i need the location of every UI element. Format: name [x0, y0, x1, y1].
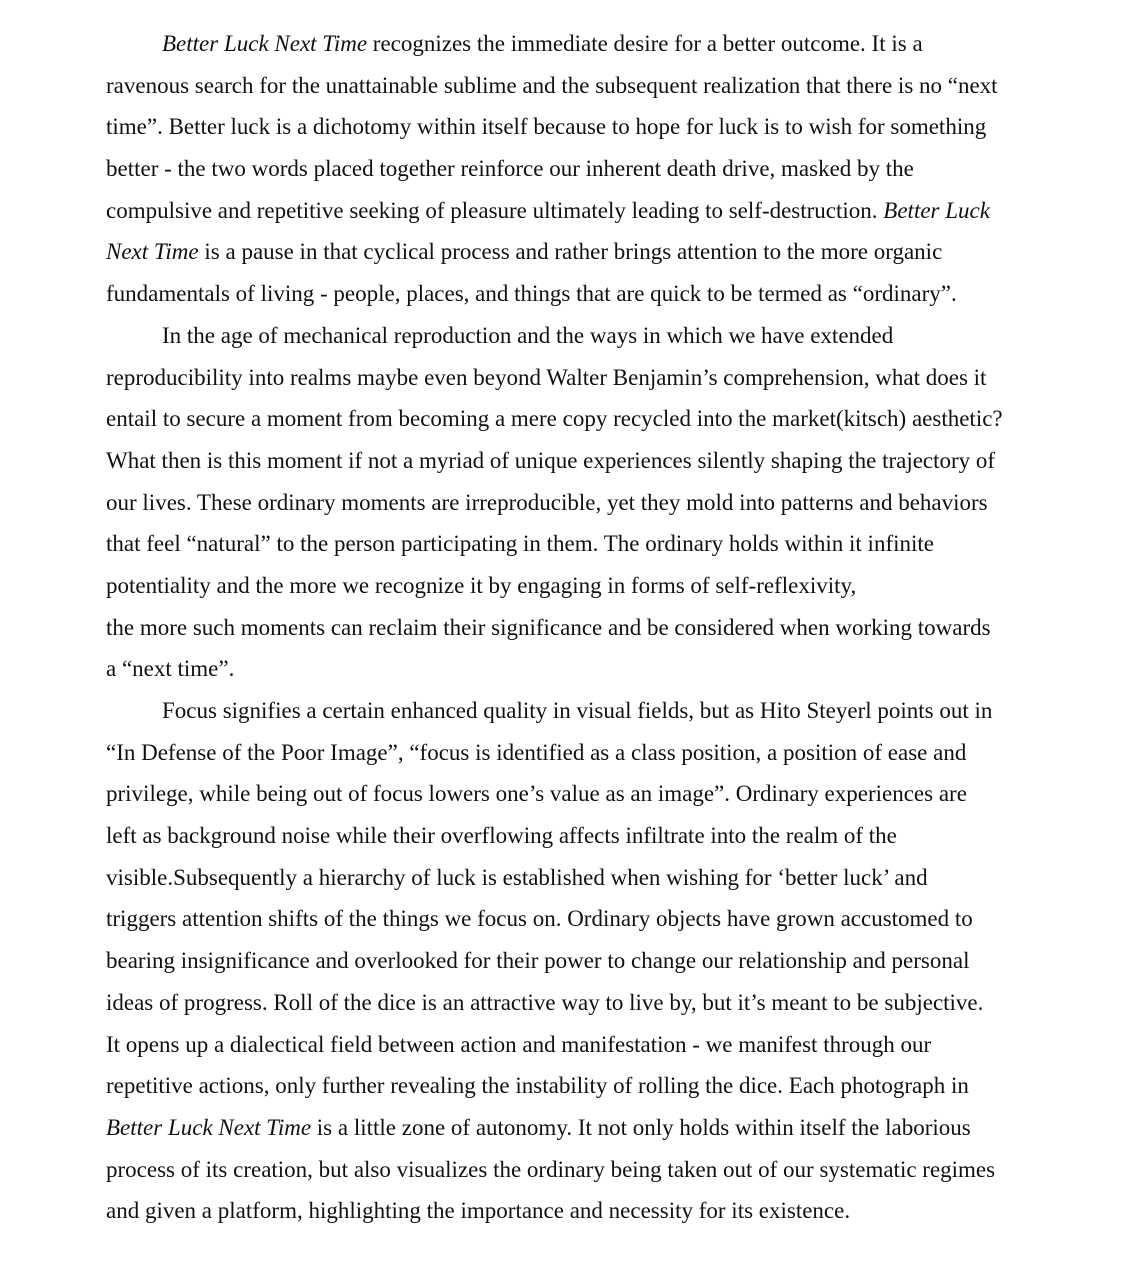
- text-line: What then is this moment if not a myriad of unique experiences silently shaping the trajectory of: [106, 447, 996, 473]
- italic-title: Next Time: [106, 239, 199, 265]
- text-line: triggers attention shifts of the things we focus on. Ordinary objects have grown accustomed to: [106, 906, 973, 932]
- text-line: potentiality and the more we recognize it by engaging in forms of self-reflexivity,: [106, 572, 857, 598]
- document-body: [106, 23, 1051, 1232]
- text-line: Better Luck Next Time recognizes the immediate desire for a better outcome. It is a: [162, 31, 923, 56]
- text-line: left as background noise while their overflowing affects infiltrate into the realm of the: [106, 823, 897, 849]
- text-line: Better Luck Next Time is a little zone of autonomy. It not only holds within itself the laborious: [106, 1114, 971, 1140]
- paragraph-1: [106, 23, 1051, 315]
- text-line: time”. Better luck is a dichotomy within itself because to hope for luck is to wish for something: [106, 114, 987, 140]
- text-line: our lives. These ordinary moments are irreproducible, yet they mold into patterns and behaviors: [106, 489, 988, 515]
- italic-title: Better Luck Next Time: [162, 31, 368, 56]
- text-line: reproducibility into realms maybe even beyond Walter Benjamin’s comprehension, what does it: [106, 364, 987, 390]
- text-line: and given a platform, highlighting the importance and necessity for its existence.: [106, 1198, 851, 1224]
- text-line: It opens up a dialectical field between action and manifestation - we manifest through our: [106, 1031, 932, 1057]
- text-line: better - the two words placed together reinforce our inherent death drive, masked by the: [106, 156, 914, 182]
- text-line: In the age of mechanical reproduction and the ways in which we have extended: [162, 322, 894, 348]
- italic-title: Better Luck Next Time: [106, 1114, 312, 1140]
- text-line: entail to secure a moment from becoming a mere copy recycled into the market(kitsch) aesthetic?: [106, 406, 1003, 432]
- text-line: “In Defense of the Poor Image”, “focus is identified as a class position, a position of ease and: [106, 739, 967, 765]
- text-line: fundamentals of living - people, places, and things that are quick to be termed as “ordinary”.: [106, 281, 957, 307]
- text-line: bearing insignificance and overlooked for their power to change our relationship and personal: [106, 948, 970, 974]
- text-line: repetitive actions, only further revealing the instability of rolling the dice. Each photograph in: [106, 1073, 969, 1099]
- text-line: ideas of progress. Roll of the dice is an attractive way to live by, but it’s meant to be subjective.: [106, 989, 984, 1015]
- text-line: Next Time is a pause in that cyclical process and rather brings attention to the more organic: [106, 239, 943, 265]
- italic-title: Better Luck: [883, 197, 990, 223]
- text-line: process of its creation, but also visualizes the ordinary being taken out of our systematic regimes: [106, 1156, 996, 1182]
- paragraph-2: [106, 315, 1051, 690]
- text-line: privilege, while being out of focus lowers one’s value as an image”. Ordinary experiences are: [106, 781, 967, 807]
- text-line: Focus signifies a certain enhanced quality in visual fields, but as Hito Steyerl points out in: [162, 698, 993, 723]
- text-line: that feel “natural” to the person participating in them. The ordinary holds within it infinite: [106, 531, 934, 557]
- text-line: ravenous search for the unattainable sublime and the subsequent realization that there is no “next: [106, 72, 998, 98]
- text-line: compulsive and repetitive seeking of pleasure ultimately leading to self-destruction. Better Luck: [106, 197, 990, 223]
- paragraph-3: [106, 690, 1051, 1232]
- text-line: the more such moments can reclaim their significance and be considered when working towards: [106, 614, 991, 640]
- text-line: visible.Subsequently a hierarchy of luck is established when wishing for ‘better luck’ and: [106, 864, 928, 890]
- text-line: a “next time”.: [106, 656, 235, 682]
